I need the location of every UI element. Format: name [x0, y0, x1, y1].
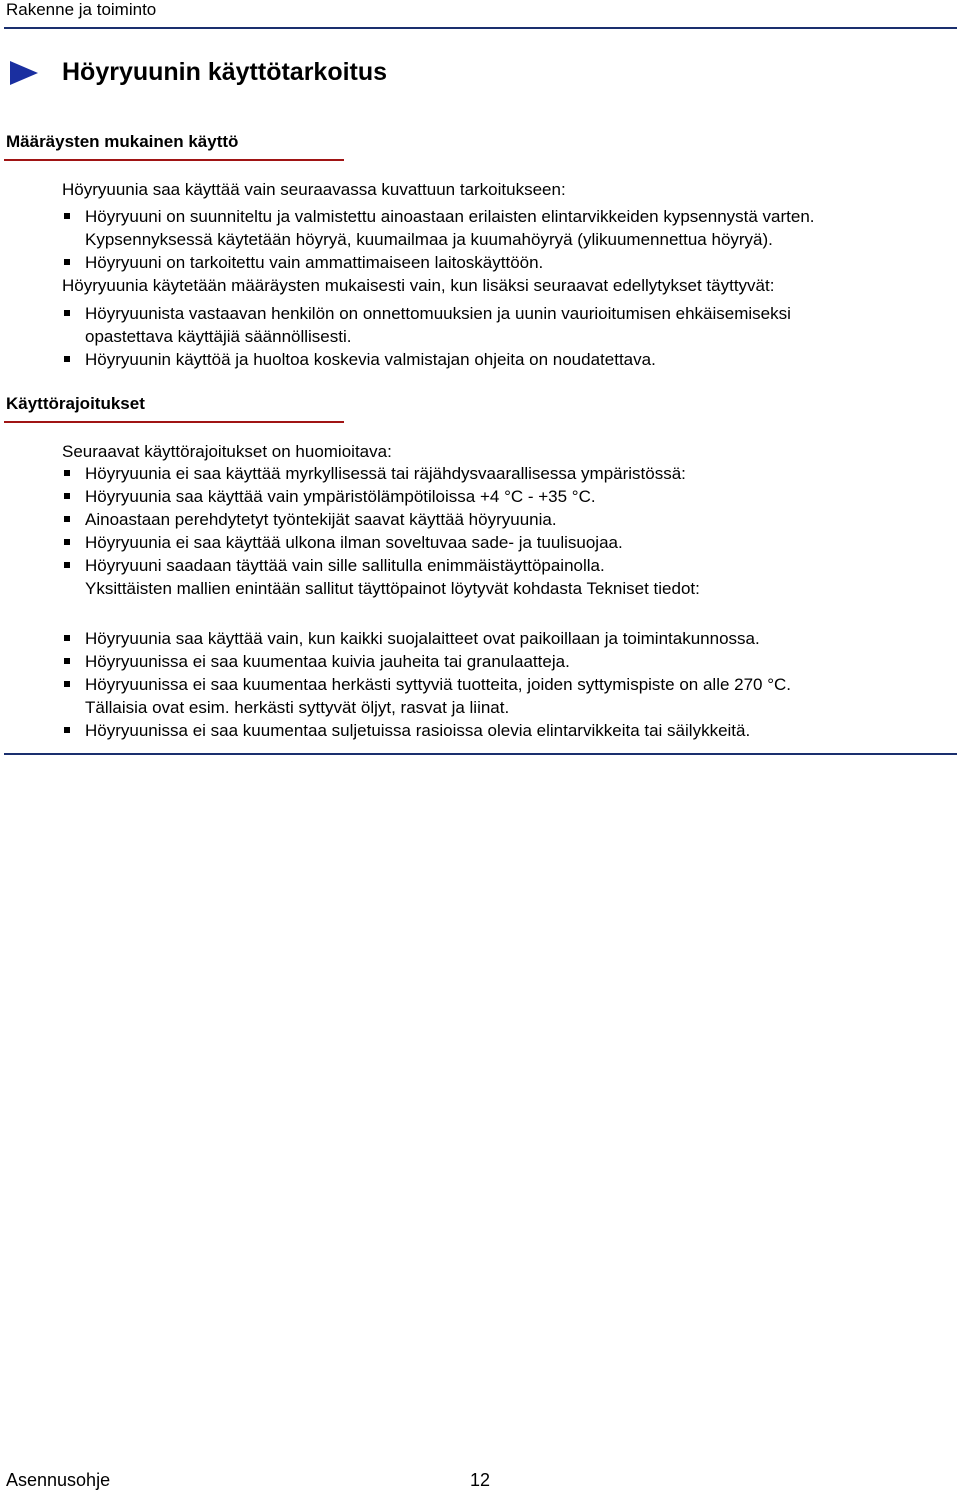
- bullet-list: [62, 627, 791, 742]
- list-item-text: Kypsennyksessä käytetään höyryä, kuumailmaa ja kuumahöyryä (ylikuumennettua höyryä).: [85, 230, 773, 249]
- bullet-list: [62, 302, 791, 371]
- list-item: Höyryuunia saa käyttää vain, kun kaikki suojalaitteet ovat paikoillaan ja toimintakunnossa.: [62, 627, 791, 650]
- list-item-continuation: [62, 696, 791, 719]
- list-item-continuation: [62, 228, 815, 251]
- list-item: Ainoastaan perehdytetyt työntekijät saavat käyttää höyryuunia.: [62, 508, 700, 531]
- list-item: Höyryuunin käyttöä ja huoltoa koskevia valmistajan ohjeita on noudatettava.: [62, 348, 791, 371]
- footer-page-number: 12: [470, 1470, 491, 1490]
- list-item: Höyryuuni on suunniteltu ja valmistettu ainoastaan erilaisten elintarvikkeiden kypsennystä varten.: [62, 205, 815, 228]
- list-item: Höyryuunia saa käyttää vain ympäristölämpötiloissa +4 °C - +35 °C.: [62, 485, 700, 508]
- list-item: Höyryuunista vastaavan henkilön on onnettomuuksien ja uunin vaurioitumisen ehkäisemiseksi: [62, 302, 791, 325]
- header-divider: [4, 27, 957, 29]
- arrow-right-icon: [10, 61, 38, 85]
- intro-paragraph: Seuraavat käyttörajoitukset on huomioitava:: [62, 442, 392, 461]
- list-item-text: opastettava käyttäjiä säännöllisesti.: [85, 327, 352, 346]
- page-title: Höyryuunin käyttötarkoitus: [62, 58, 388, 86]
- list-item-continuation: [62, 325, 791, 348]
- list-item: Höyryuunia ei saa käyttää ulkona ilman soveltuvaa sade- ja tuulisuojaa.: [62, 531, 700, 554]
- condition-paragraph: Höyryuunia käytetään määräysten mukaisesti vain, kun lisäksi seuraavat edellytykset täyttyvät:: [62, 276, 775, 295]
- section-heading-intended-use: Määräysten mukainen käyttö: [6, 132, 239, 151]
- bullet-list: [62, 205, 815, 274]
- content-end-divider: [4, 753, 957, 755]
- list-item: Höyryuunissa ei saa kuumentaa kuivia jauheita tai granulaatteja.: [62, 650, 791, 673]
- page-title-row: [10, 58, 387, 87]
- header-section-label: Rakenne ja toiminto: [6, 0, 157, 19]
- list-item: Höyryuunia ei saa käyttää myrkyllisessä tai räjähdysvaarallisessa ympäristössä:: [62, 462, 700, 485]
- bullet-list: [62, 462, 700, 600]
- section-divider: [4, 159, 344, 161]
- list-item: Höyryuunissa ei saa kuumentaa herkästi syttyviä tuotteita, joiden syttymispiste on alle 270 °C.: [62, 673, 791, 696]
- list-item: Höyryuuni on tarkoitettu vain ammattimaiseen laitoskäyttöön.: [62, 251, 815, 274]
- list-item-continuation: [62, 577, 700, 600]
- intro-paragraph: Höyryuunia saa käyttää vain seuraavassa kuvattuun tarkoitukseen:: [62, 180, 566, 199]
- footer-document-name: Asennusohje: [6, 1470, 111, 1490]
- section-divider: [4, 421, 344, 423]
- list-item: Höyryuuni saadaan täyttää vain sille sallitulla enimmäistäyttöpainolla.: [62, 554, 700, 577]
- list-item: Höyryuunissa ei saa kuumentaa suljetuissa rasioissa olevia elintarvikkeita tai säilykkeitä.: [62, 719, 791, 742]
- list-item-text: Yksittäisten mallien enintään sallitut täyttöpainot löytyvät kohdasta Tekniset tiedot:: [85, 579, 700, 598]
- section-heading-restrictions: Käyttörajoitukset: [6, 394, 145, 413]
- list-item-text: Tällaisia ovat esim. herkästi syttyvät öljyt, rasvat ja liinat.: [85, 698, 510, 717]
